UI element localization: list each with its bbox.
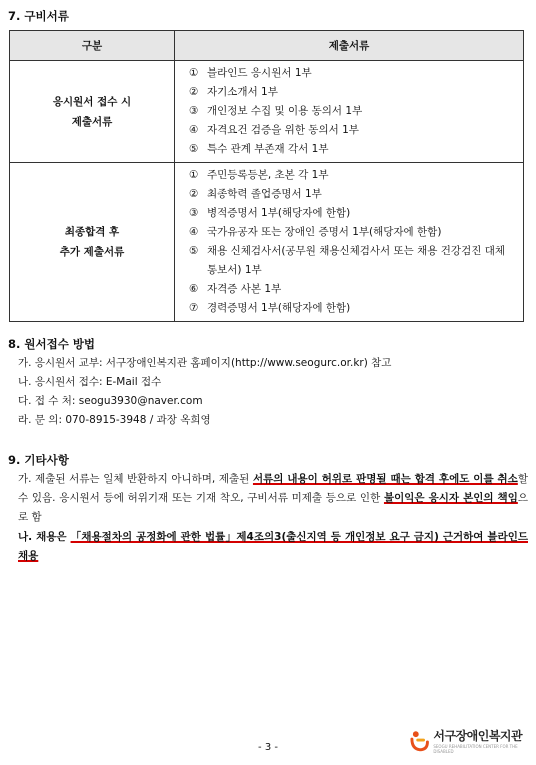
list-item <box>189 242 515 280</box>
item-label: 나. <box>18 531 33 543</box>
row-category <box>10 163 175 322</box>
item-number: ② <box>189 86 199 98</box>
section-9-title: 9. 기타사항 <box>8 453 69 467</box>
section-8-title: 8. 원서접수 방법 <box>8 337 96 351</box>
item-text: 주민등록등본, 초본 각 1부 <box>207 169 329 181</box>
item-number: ④ <box>189 124 199 136</box>
item-text: 자격요건 검증을 위한 동의서 1부 <box>207 124 359 136</box>
list-item <box>189 140 515 159</box>
header-category: 구분 <box>10 31 175 61</box>
row-documents <box>175 61 524 163</box>
item-number: ③ <box>189 207 199 219</box>
item-text: 자기소개서 1부 <box>207 86 278 98</box>
category-line: 제출서류 <box>71 115 113 128</box>
notice-text: 으로 함 <box>18 492 528 523</box>
list-item <box>189 280 515 299</box>
item-number: ④ <box>189 226 199 238</box>
notice-text: 제출된 서류는 일체 반환하지 아니하며, 제출된 <box>31 473 253 485</box>
table-header-row <box>10 31 524 61</box>
item-number: ⑤ <box>189 143 199 155</box>
list-item: 가. 응시원서 교부: 서구장애인복지관 홈페이지(http://www.seogurc.or.kr) 참고 <box>18 357 392 369</box>
item-number: ① <box>189 67 199 79</box>
table-row <box>10 163 524 322</box>
item-text: 자격증 사본 1부 <box>207 283 282 295</box>
notice-emphasis: 「채용절차의 공정화에 관한 법률」제4조의3(출신지역 등 개인정보 요구 금지) 근거하여 블라인드 채용 <box>18 531 528 562</box>
list-item <box>189 83 515 102</box>
notice-paragraph-b <box>18 528 528 566</box>
item-text: 최종학력 졸업증명서 1부 <box>207 188 322 200</box>
list-item <box>189 166 515 185</box>
category-line: 응시원서 접수 시 <box>52 95 132 108</box>
item-number: ② <box>189 188 199 200</box>
list-item <box>189 204 515 223</box>
item-number: ① <box>189 169 199 181</box>
item-text: 채용 신체검사서(공무원 채용신체검사서 또는 채용 건강검진 대체 통보서) 1부 <box>207 245 505 276</box>
notice-emphasis: 서류의 내용이 허위로 판명될 때는 합격 후에도 이를 취소 <box>252 473 518 485</box>
application-method-list <box>8 354 391 430</box>
notice-paragraph-a <box>18 470 528 527</box>
notice-text: 채용은 <box>32 531 71 543</box>
item-text: 블라인드 응시원서 1부 <box>207 67 312 79</box>
logo-subtitle: SEOGU REHABILITATION CENTER FOR THE DISABLED <box>433 744 518 754</box>
item-text: 국가유공자 또는 장애인 증명서 1부(해당자에 한함) <box>207 226 442 238</box>
list-item: 나. 응시원서 접수: E-Mail 접수 <box>18 376 162 388</box>
item-text: 병적증명서 1부(해당자에 한함) <box>207 207 351 219</box>
list-item: 다. 접 수 처: seogu3930@naver.com <box>18 395 203 407</box>
notice-text: 할 수 있음. 응시원서 등에 허위기재 또는 기재 착오, 구비서류 미제출 등으로 인한 <box>18 473 528 504</box>
table-row <box>10 61 524 163</box>
list-item <box>189 299 515 318</box>
list-item: 라. 문 의: 070-8915-3948 / 과장 옥희영 <box>18 414 211 426</box>
organization-logo <box>409 727 536 754</box>
list-item <box>189 64 515 83</box>
page-number: - 3 - <box>258 742 278 753</box>
item-text: 개인정보 수집 및 이용 동의서 1부 <box>207 105 363 117</box>
category-line: 최종합격 후 <box>64 226 120 238</box>
logo-icon <box>409 729 430 753</box>
item-number: ⑦ <box>189 302 199 314</box>
section-7-title: 7. 구비서류 <box>8 9 69 23</box>
list-item <box>189 185 515 204</box>
row-documents <box>175 163 524 322</box>
list-item <box>189 121 515 140</box>
category-line: 추가 제출서류 <box>59 246 125 258</box>
list-item <box>189 223 515 242</box>
list-item <box>189 102 515 121</box>
logo-name: 서구장애인복지관 <box>433 729 523 743</box>
item-number: ③ <box>189 105 199 117</box>
item-text: 경력증명서 1부(해당자에 한함) <box>207 302 351 314</box>
item-label: 가. <box>18 473 32 485</box>
row-category <box>10 61 175 163</box>
item-text: 특수 관계 부존재 각서 1부 <box>207 143 329 155</box>
notice-emphasis: 불이익은 응시자 본인의 책임 <box>383 492 518 504</box>
item-number: ⑤ <box>189 245 199 257</box>
header-documents: 제출서류 <box>175 31 524 61</box>
documents-table <box>9 30 524 322</box>
item-number: ⑥ <box>189 283 199 295</box>
